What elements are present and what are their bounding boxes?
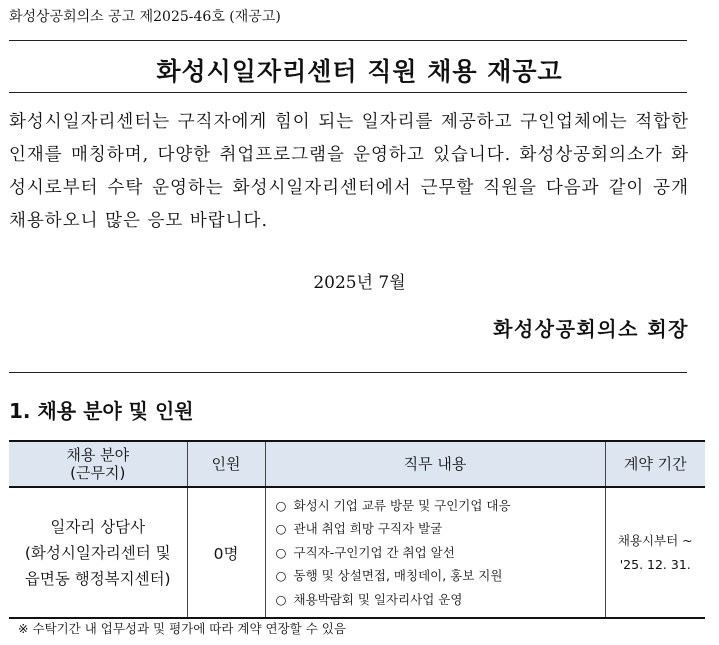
- duty-text: 구직자-구인기업 간 취업 알선: [293, 544, 455, 560]
- duties-list: [276, 494, 604, 612]
- header-count: 인원: [187, 441, 265, 487]
- bullet-circle-icon: ○: [275, 591, 287, 607]
- list-item: [276, 564, 604, 588]
- bullet-circle-icon: ○: [275, 544, 287, 560]
- header-period: 계약 기간: [605, 441, 705, 487]
- list-item: [276, 494, 604, 518]
- duty-text: 화성시 기업 교류 방문 및 구인기업 대응: [293, 497, 511, 513]
- page-title: 화성시일자리센터 직원 채용 재공고: [156, 57, 563, 86]
- duty-text: 관내 취업 희망 구직자 발굴: [293, 521, 443, 537]
- cell-count: 0명: [187, 487, 265, 618]
- period-line1: 채용시부터 ~: [617, 532, 693, 548]
- recruitment-table: [9, 440, 705, 619]
- field-line3: 읍면동 행정복지센터): [24, 569, 171, 588]
- table-header-row: [9, 441, 705, 487]
- section-divider: [9, 372, 687, 373]
- bullet-circle-icon: ○: [275, 497, 287, 513]
- header-field-line1: 채용 분야: [66, 446, 130, 464]
- top-divider: [9, 40, 687, 41]
- header-field: [9, 441, 187, 487]
- notice-number: 화성상공회의소 공고 제2025-46호 (재공고): [9, 9, 281, 25]
- field-line2: (화성시일자리센터 및: [24, 543, 171, 562]
- bullet-circle-icon: ○: [275, 521, 287, 537]
- table-row: [9, 487, 705, 618]
- field-line1: 일자리 상담사: [50, 517, 146, 536]
- duty-text: 동행 및 상설면접, 매칭데이, 홍보 지원: [293, 568, 503, 584]
- period-line2: '25. 12. 31.: [619, 556, 691, 572]
- intro-paragraph: 화성시일자리센터는 구직자에게 힘이 되는 일자리를 제공하고 구인업체에는 적합한 인재를 매칭하며, 다양한 취업프로그램을 운영하고 있습니다. 화성상공회의소가 화성시로부터 수탁 운영하는 화성시일자리센터에서 근무할 직원을 다음과 같이 공개 채용하오니 많은 응모 바랍니다.: [9, 112, 689, 231]
- footnote: ※ 수탁기간 내 업무성과 및 평가에 따라 계약 연장할 수 있음: [18, 621, 346, 636]
- section-title: 1. 채용 분야 및 인원: [9, 399, 194, 423]
- signer: 화성상공회의소 회장: [493, 317, 689, 341]
- list-item: [276, 517, 604, 541]
- cell-field: [9, 487, 187, 618]
- header-field-line2: (근무지): [70, 464, 126, 482]
- list-item: [276, 541, 604, 565]
- title-divider: [9, 92, 687, 93]
- duty-text: 채용박람회 및 일자리사업 운영: [293, 591, 463, 607]
- cell-period: [605, 487, 705, 618]
- notice-date: 2025년 7월: [313, 273, 406, 293]
- cell-duties: [265, 487, 605, 618]
- list-item: [276, 588, 604, 612]
- header-duties: 직무 내용: [265, 441, 605, 487]
- bullet-circle-icon: ○: [275, 568, 287, 584]
